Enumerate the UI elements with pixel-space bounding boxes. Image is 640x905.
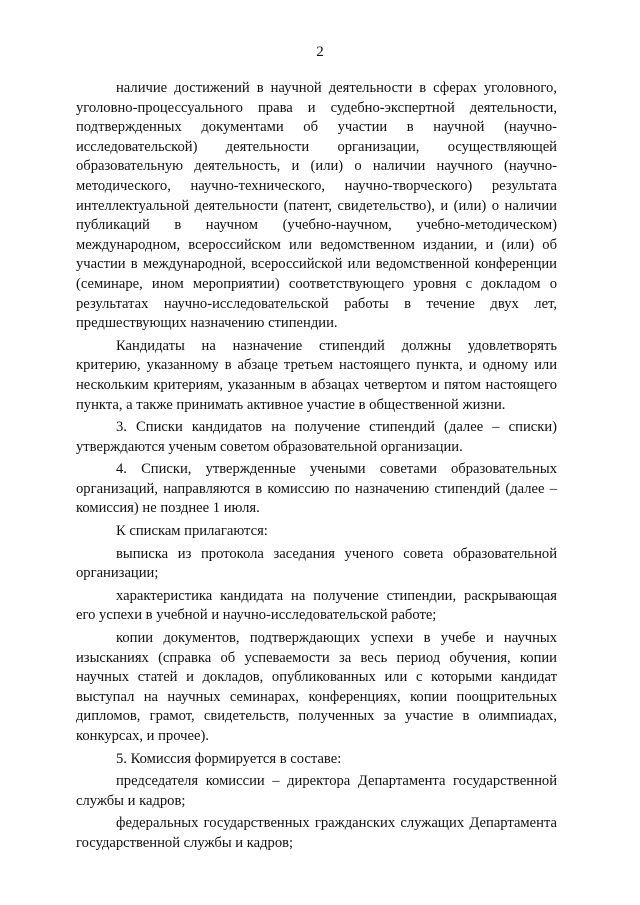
page-number: 2	[316, 44, 324, 60]
paragraph-commission-members: федеральных государственных гражданских служащих Департамента государственной службы и кадров;	[76, 815, 557, 851]
document-body	[76, 79, 557, 854]
paragraph-attachment-characteristic: характеристика кандидата на получение стипендии, раскрывающая его успехи в учебной и научно-исследовательской работе;	[76, 587, 557, 624]
paragraph-attachment-copies: копии документов, подтверждающих успехи в учебе и научных изысканиях (справка об успеваемости за весь период обучения, копии научных статей и докладов, опубликованных или с которыми кандидат выступал на научных семинарах, конференциях, копии поощрительных дипломов, грамот, свидетельств, полученных за участие в олимпиадах, конкурсах, и прочее).	[76, 630, 557, 744]
paragraph-attachment-protocol-extract: выписка из протокола заседания ученого совета образовательной организации;	[76, 545, 557, 582]
paragraph-commission-chair: председателя комиссии – директора Департамента государственной службы и кадров;	[76, 773, 557, 809]
paragraph-3-candidate-lists: 3. Списки кандидатов на получение стипендий (далее – списки) утверждаются ученым советом образовательной организации.	[76, 419, 557, 455]
paragraph-candidate-requirements: Кандидаты на назначение стипендий должны удовлетворять критерию, указанному в абзаце третьем настоящего пункта, и одному или нескольким критериям, указанным в абзацах четвертом и пятом настоящего пункта, а также принимать активное участие в общественной жизни.	[76, 337, 557, 413]
paragraph-4-lists-submission: 4. Списки, утвержденные учеными советами образовательных организаций, направляются в комиссию по назначению стипендий (далее – комиссия) не позднее 1 июля.	[76, 461, 557, 517]
paragraph-achievements-criterion: наличие достижений в научной деятельности в сферах уголовного, уголовно-процессуального права и судебно-экспертной деятельности, подтвержденных документами об участии в научной (научно-исследовательской) деятельности организации, осуществляющей образовательную деятельность, и (или) о наличии научного (научно-методического, научно-технического, научно-творческого) результата интеллектуальной деятельности (патент, свидетельство), и (или) о наличии публикаций в научном (учебно-научном, учебно-методическом) международном, всероссийском или ведомственном издании, и (или) об участии в международной, всероссийской или ведомственной конференции (семинаре, ином мероприятии) соответствующего уровня с докладом о результатах научно-исследовательской работы в течение двух лет, предшествующих назначению стипендии.	[76, 80, 557, 332]
paragraph-5-commission-composition: 5. Комиссия формируется в составе:	[116, 750, 342, 767]
paragraph-attachments-heading: К спискам прилагаются:	[116, 523, 268, 540]
